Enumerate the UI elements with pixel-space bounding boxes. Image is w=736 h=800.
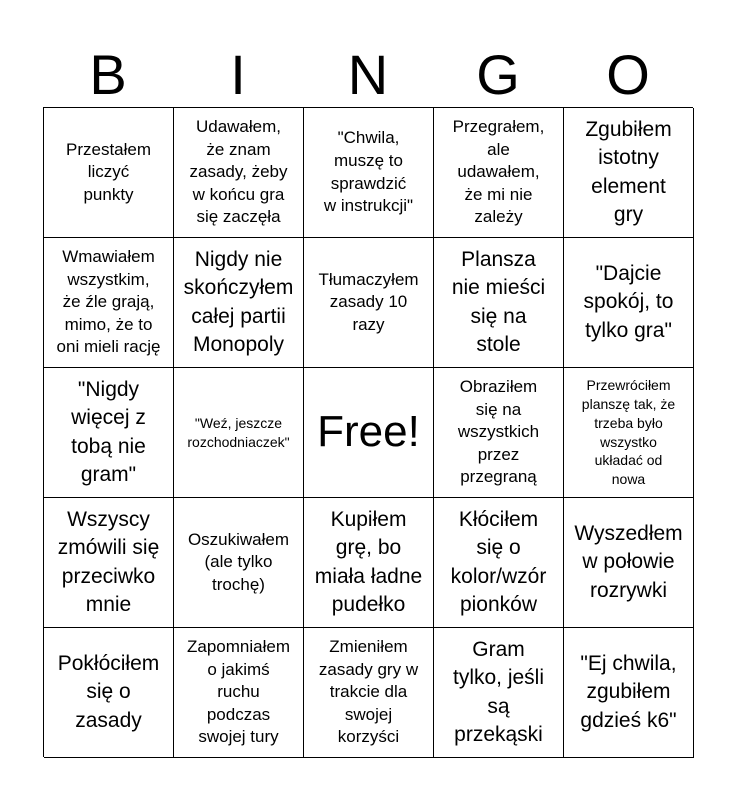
bingo-cell[interactable] (304, 498, 434, 628)
bingo-cell[interactable] (564, 368, 694, 498)
bingo-cell-label: Gram tylko, jeśli są przekąski (452, 637, 545, 746)
free-cell-label: Free! (317, 407, 420, 457)
bingo-cell-label: Kupiłem grę, bo miała ładne pudełko (314, 507, 423, 616)
bingo-cell[interactable] (304, 108, 434, 238)
bingo-cell[interactable] (174, 238, 304, 368)
bingo-cell-label: Przewróciłem planszę tak, że trzeba było wszystko układać od nowa (581, 376, 676, 488)
bingo-cell[interactable] (564, 108, 694, 238)
bingo-cell[interactable] (44, 238, 174, 368)
title-letter-n: N (347, 43, 389, 106)
bingo-cell-label: Wyszedłem w połowie rozrywki (574, 521, 683, 602)
bingo-cell-label: Kłóciłem się o kolor/wzór pionków (450, 507, 547, 616)
bingo-cell-label: "Dajcie spokój, to tylko gra" (583, 261, 674, 342)
bingo-title (43, 40, 693, 110)
bingo-cell-label: Zmieniłem zasady gry w trakcie dla swojej korzyści (318, 636, 419, 747)
bingo-cell[interactable] (44, 498, 174, 628)
bingo-cell[interactable] (564, 628, 694, 758)
bingo-cell[interactable] (304, 628, 434, 758)
bingo-cell[interactable] (304, 238, 434, 368)
bingo-cell-label: "Chwila, muszę to sprawdzić w instrukcji" (323, 128, 414, 216)
bingo-cell-label: Wmawiałem wszystkim, że źle grają, mimo, że to oni mieli rację (56, 246, 161, 357)
title-letter-o: O (606, 43, 650, 106)
bingo-cell[interactable] (434, 108, 564, 238)
bingo-cell[interactable] (174, 628, 304, 758)
bingo-cell-label: Obraziłem się na wszystkich przez przegraną (457, 376, 540, 487)
bingo-cell-label: Pokłóciłem się o zasady (57, 651, 160, 732)
title-letter-i: I (230, 43, 246, 106)
title-letter-b: B (89, 43, 127, 106)
bingo-cell-label: Przestałem liczyć punkty (65, 139, 152, 204)
bingo-cell[interactable] (44, 368, 174, 498)
bingo-cell-label: Zapomniałem o jakimś ruchu podczas swojej tury (187, 636, 290, 747)
bingo-board (43, 107, 693, 757)
bingo-cell[interactable] (174, 368, 304, 498)
bingo-cell-label: Przegrałem, ale udawałem, że mi nie zależy (452, 116, 545, 227)
bingo-cell-label: "Nigdy więcej z tobą nie gram" (71, 377, 146, 486)
title-letter-g: G (476, 43, 520, 106)
bingo-cell-label: Zgubiłem istotny element gry (585, 117, 672, 226)
bingo-cell-label: "Ej chwila, zgubiłem gdzieś k6" (580, 651, 677, 732)
bingo-cell-label: Wszyscy zmówili się przeciwko mnie (57, 507, 160, 616)
bingo-cell-label: Plansza nie mieści się na stole (451, 247, 546, 356)
bingo-cell[interactable] (434, 628, 564, 758)
bingo-cell[interactable] (44, 628, 174, 758)
bingo-cell-label: Oszukiwałem (ale tylko trochę) (187, 529, 290, 594)
bingo-cell-label: Tłumaczyłem zasady 10 razy (318, 269, 419, 334)
bingo-cell-label: Nigdy nie skończyłem całej partii Monopoly (183, 247, 294, 356)
bingo-cell[interactable] (434, 498, 564, 628)
bingo-cell-label: Udawałem, że znam zasady, żeby w końcu gra się zaczęła (189, 116, 288, 227)
bingo-cell-label: "Weź, jeszcze rozchodniaczek" (187, 414, 290, 450)
bingo-cell[interactable] (564, 238, 694, 368)
bingo-cell[interactable] (434, 368, 564, 498)
bingo-cell[interactable] (44, 108, 174, 238)
bingo-cell[interactable] (434, 238, 564, 368)
bingo-cell[interactable] (174, 498, 304, 628)
bingo-cell[interactable] (564, 498, 694, 628)
bingo-cell[interactable] (174, 108, 304, 238)
free-cell[interactable] (304, 368, 434, 498)
